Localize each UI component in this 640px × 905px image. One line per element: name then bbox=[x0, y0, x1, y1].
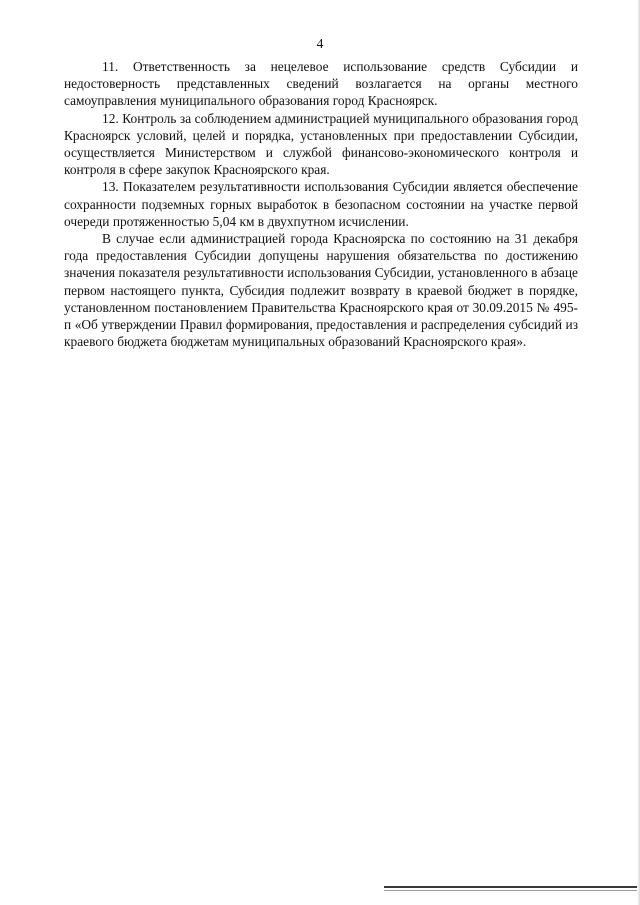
document-body bbox=[64, 58, 578, 350]
paragraph-13-indicator: 13. Показателем результативности использования Субсидии является обеспечение сохранности подземных горных выработок в безопасном состоянии на участке первой очереди протяженностью 5,04 км в двухпутном исчислении. bbox=[64, 179, 578, 229]
paragraph-13-refund-clause: В случае если администрацией города Красноярска по состоянию на 31 декабря года предоставления Субсидии допущены нарушения обязательства по достижению значения показателя результативности использования Субсидии, установленного в абзаце первом настоящего пункта, Субсидия подлежит возврату в краевой бюджет в порядке, установленном постановлением Правительства Красноярского края от 30.09.2015 № 495-п «Об утверждении Правил формирования, предоставления и распределения субсидий из краевого бюджета бюджетам муниципальных образований Красноярского края». bbox=[64, 231, 578, 350]
page-number: 4 bbox=[316, 36, 324, 51]
scan-artifact-line bbox=[384, 886, 640, 888]
paragraph-11-responsibility: 11. Ответственность за нецелевое использование средств Субсидии и недостоверность представленных сведений возлагается на органы местного самоуправления муниципального образования город Красноярск. bbox=[64, 59, 578, 109]
paragraph-12-control: 12. Контроль за соблюдением администрацией муниципального образования город Красноярск условий, целей и порядка, установленных при предоставлении Субсидии, осуществляется Министерством и службой финансово-экономического контроля и контроля в сфере закупок Красноярского края. bbox=[64, 110, 578, 178]
scan-artifact-line-faint bbox=[384, 890, 640, 891]
